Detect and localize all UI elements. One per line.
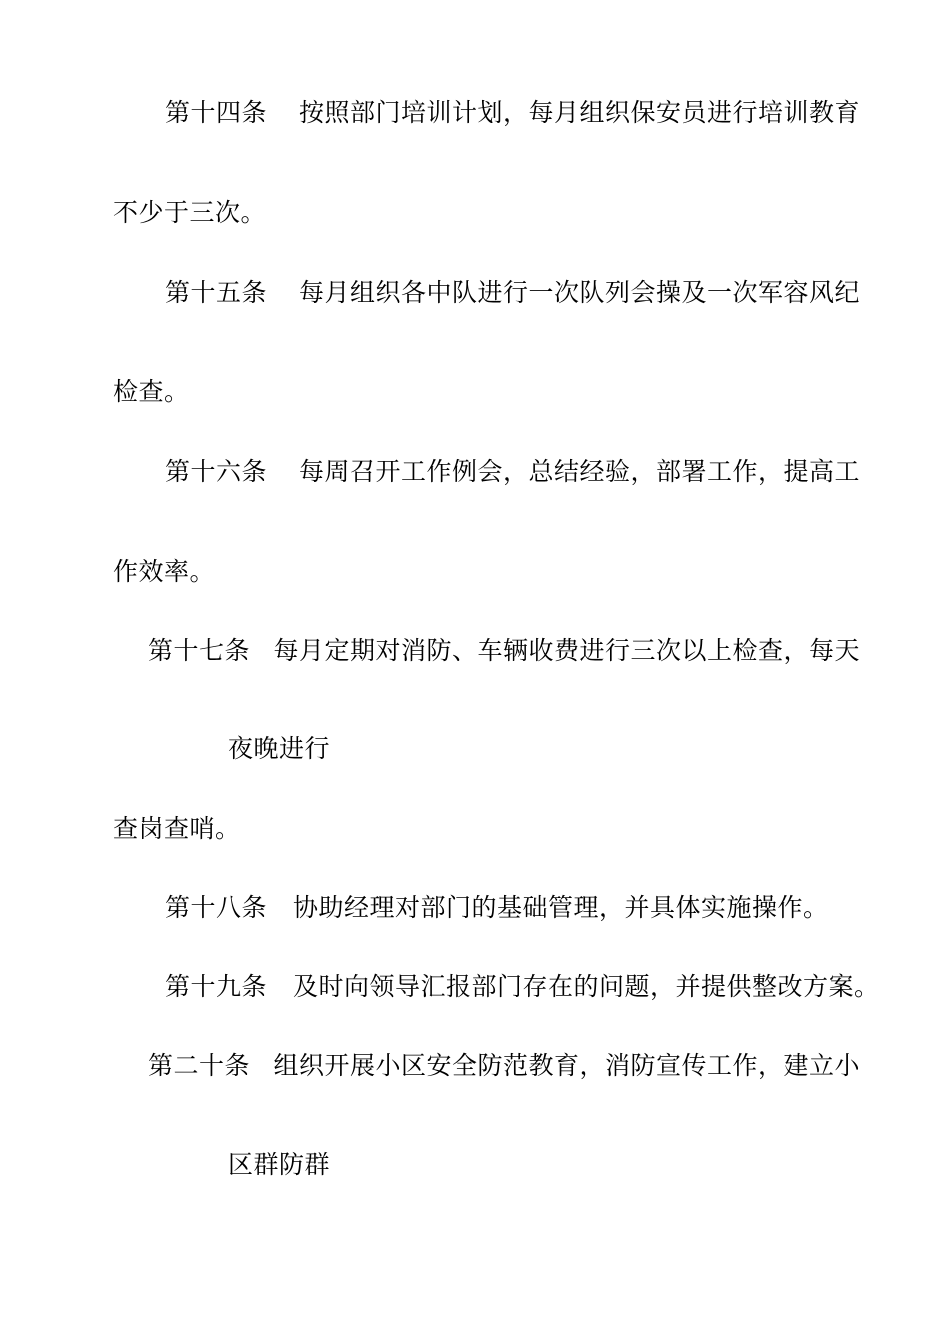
article-number: 第十四条 (165, 98, 268, 127)
article-text: 组织开展小区安全防范教育，消防宣传工作，建立小 (273, 1051, 860, 1080)
article-15-continuation: 检查。 (113, 377, 190, 406)
article-16-continuation: 作效率。 (113, 557, 216, 586)
article-number: 第十五条 (165, 278, 268, 307)
article-number: 第二十条 (148, 1051, 251, 1080)
article-17-line-1 (148, 636, 860, 666)
article-17-middle-line: 夜晚进行 (228, 734, 331, 763)
article-16-line-1 (165, 457, 860, 487)
article-18-line-1 (165, 893, 829, 923)
article-20-middle-line: 区群防群 (228, 1150, 331, 1179)
article-number: 第十八条 (165, 893, 268, 922)
article-19-line-1 (165, 972, 880, 1002)
article-text: 协助经理对部门的基础管理，并具体实施操作。 (293, 893, 829, 922)
article-text: 每月组织各中队进行一次队列会操及一次军容风纪 (298, 278, 860, 307)
article-15-line-1 (165, 278, 860, 308)
article-text: 每周召开工作例会，总结经验，部署工作，提高工 (298, 457, 860, 486)
article-17-continuation: 查岗查哨。 (113, 814, 241, 843)
article-14-continuation: 不少于三次。 (113, 198, 267, 227)
article-text: 及时向领导汇报部门存在的问题，并提供整改方案。 (293, 972, 880, 1001)
article-text: 每月定期对消防、车辆收费进行三次以上检查，每天 (273, 636, 860, 665)
article-text: 按照部门培训计划，每月组织保安员进行培训教育 (298, 98, 860, 127)
article-20-line-1 (148, 1051, 860, 1081)
article-number: 第十九条 (165, 972, 268, 1001)
article-number: 第十七条 (148, 636, 251, 665)
article-14-line-1 (165, 98, 860, 128)
article-number: 第十六条 (165, 457, 268, 486)
